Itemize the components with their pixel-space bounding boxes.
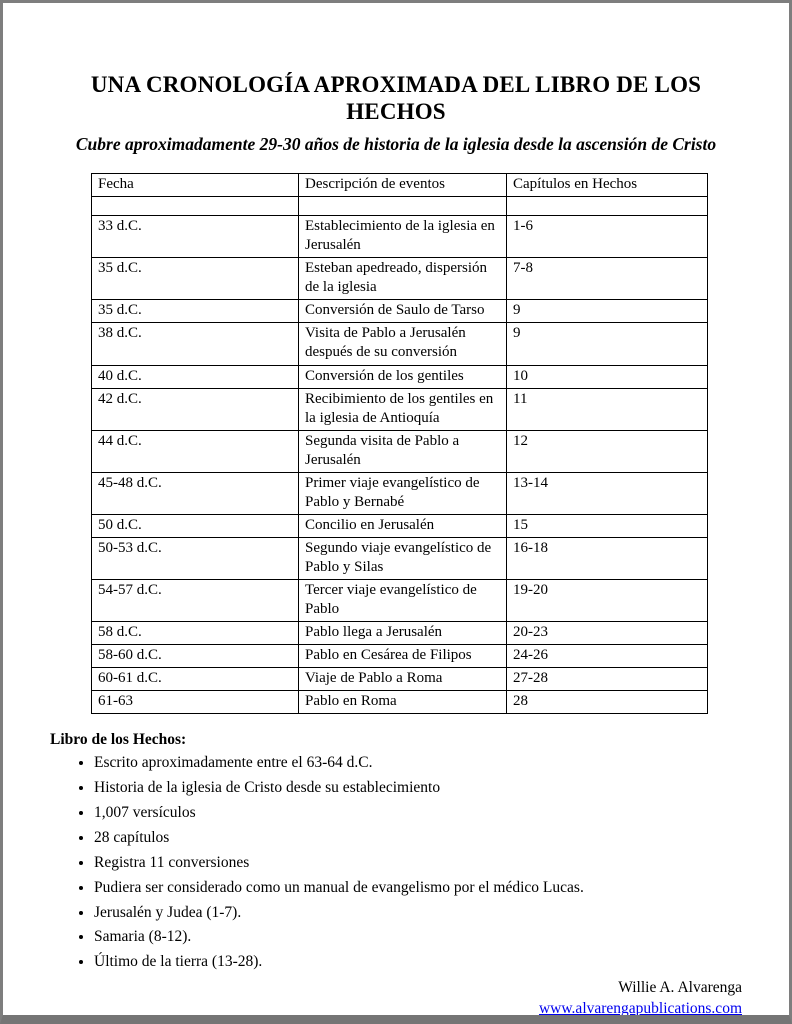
chapters-cell: 16-18 (507, 537, 708, 579)
table-row (92, 622, 708, 645)
list-item: • Pudiera ser considerado como un manual de evangelismo por el médico Lucas. (94, 878, 789, 897)
list-item: • Registra 11 conversiones (94, 853, 789, 872)
table-header-row (92, 174, 708, 197)
facts-heading: Libro de los Hechos: (50, 731, 187, 749)
website-link[interactable]: www.alvarengapublications.com (538, 999, 742, 1017)
table-row (92, 579, 708, 621)
table-row (92, 388, 708, 430)
date-cell: 35 d.C. (92, 258, 299, 300)
date-cell: 58 d.C. (92, 622, 299, 645)
signature-block (3, 978, 742, 1020)
event-cell: Visita de Pablo a Jerusalén después de su conversión (299, 323, 507, 365)
chapters-cell: 9 (507, 300, 708, 323)
chapters-cell: 13-14 (507, 472, 708, 514)
event-cell: Tercer viaje evangelístico de Pablo (299, 579, 507, 621)
chapters-cell: 28 (507, 691, 708, 714)
event-cell: Establecimiento de la iglesia en Jerusalén (299, 216, 507, 258)
facts-list (50, 753, 789, 971)
date-cell: 50 d.C. (92, 514, 299, 537)
date-cell: 60-61 d.C. (92, 668, 299, 691)
chapters-cell: 7-8 (507, 258, 708, 300)
table-row (92, 472, 708, 514)
table-row (92, 537, 708, 579)
chapters-cell: 11 (507, 388, 708, 430)
date-cell: 54-57 d.C. (92, 579, 299, 621)
event-cell: Segundo viaje evangelístico de Pablo y Silas (299, 537, 507, 579)
table-row (92, 365, 708, 388)
chronology-table (91, 173, 708, 714)
list-item: • 1,007 versículos (94, 803, 789, 822)
list-item: • Historia de la iglesia de Cristo desde su establecimiento (94, 778, 789, 797)
date-cell: 35 d.C. (92, 300, 299, 323)
date-cell: 61-63 (92, 691, 299, 714)
date-cell: 50-53 d.C. (92, 537, 299, 579)
chapters-cell: 15 (507, 514, 708, 537)
table-row (92, 514, 708, 537)
date-cell: 58-60 d.C. (92, 645, 299, 668)
list-item: • Escrito aproximadamente entre el 63-64 d.C. (94, 753, 789, 772)
list-item: • Último de la tierra (13-28). (94, 952, 789, 971)
event-cell: Conversión de Saulo de Tarso (299, 300, 507, 323)
event-cell: Pablo en Cesárea de Filipos (299, 645, 507, 668)
event-cell: Primer viaje evangelístico de Pablo y Bernabé (299, 472, 507, 514)
page-subtitle: Cubre aproximadamente 29-30 años de historia de la iglesia desde la ascensión de Cristo (75, 134, 717, 155)
date-cell (92, 197, 299, 216)
date-cell: 44 d.C. (92, 430, 299, 472)
column-header-capitulos: Capítulos en Hechos (507, 174, 708, 197)
chapters-cell: 27-28 (507, 668, 708, 691)
event-cell: Conversión de los gentiles (299, 365, 507, 388)
date-cell: 38 d.C. (92, 323, 299, 365)
table-row (92, 258, 708, 300)
event-cell: Viaje de Pablo a Roma (299, 668, 507, 691)
table-row (92, 691, 708, 714)
date-cell: 33 d.C. (92, 216, 299, 258)
chapters-cell: 9 (507, 323, 708, 365)
date-cell: 42 d.C. (92, 388, 299, 430)
list-item: • 28 capítulos (94, 828, 789, 847)
date-cell: 40 d.C. (92, 365, 299, 388)
event-cell: Recibimiento de los gentiles en la iglesia de Antioquía (299, 388, 507, 430)
table-row (92, 300, 708, 323)
page-title: UNA CRONOLOGÍA APROXIMADA DEL LIBRO DE LOS HECHOS (90, 72, 702, 125)
chapters-cell: 20-23 (507, 622, 708, 645)
chapters-cell: 1-6 (507, 216, 708, 258)
event-cell: Segunda visita de Pablo a Jerusalén (299, 430, 507, 472)
table-row (92, 645, 708, 668)
event-cell: Esteban apedreado, dispersión de la iglesia (299, 258, 507, 300)
table-row (92, 668, 708, 691)
list-item: • Samaria (8-12). (94, 927, 789, 946)
chronology-table-body (92, 197, 708, 714)
date-cell: 45-48 d.C. (92, 472, 299, 514)
chapters-cell (507, 197, 708, 216)
chapters-cell: 10 (507, 365, 708, 388)
list-item: • Jerusalén y Judea (1-7). (94, 903, 789, 922)
table-row (92, 323, 708, 365)
event-cell: Pablo llega a Jerusalén (299, 622, 507, 645)
chapters-cell: 19-20 (507, 579, 708, 621)
column-header-descripcion: Descripción de eventos (299, 174, 507, 197)
event-cell: Pablo en Roma (299, 691, 507, 714)
table-row (92, 216, 708, 258)
table-row (92, 430, 708, 472)
author-name: Willie A. Alvarenga (618, 978, 742, 996)
chapters-cell: 24-26 (507, 645, 708, 668)
facts-section (50, 731, 789, 971)
event-cell: Concilio en Jerusalén (299, 514, 507, 537)
table-row (92, 197, 708, 216)
event-cell (299, 197, 507, 216)
chapters-cell: 12 (507, 430, 708, 472)
column-header-fecha: Fecha (92, 174, 299, 197)
